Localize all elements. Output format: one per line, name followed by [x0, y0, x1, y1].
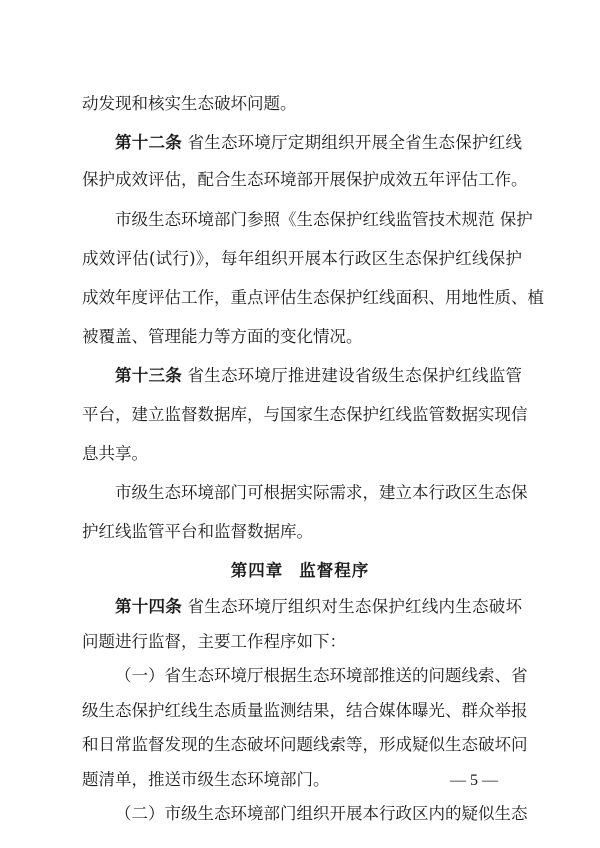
paragraph-line: 问题进行监督，主要工作程序如下： — [82, 631, 346, 651]
article-number: 第十三条 — [115, 366, 182, 385]
chapter-title: 监督程序 — [299, 561, 370, 580]
paragraph-line: 被覆盖、管理能力等方面的变化情况。 — [82, 327, 363, 346]
paragraph-text: 省生态环境厅组织对生态保护红线内生态破坏 — [187, 597, 523, 616]
paragraph-text: 省生态环境厅定期组织开展全省生态保护红线 — [187, 133, 523, 152]
paragraph-line: （二）市级生态环境部门组织开展本行政区内的疑似生态 — [115, 804, 528, 823]
article-number: 第十二条 — [115, 133, 182, 152]
paragraph-line — [115, 366, 522, 386]
paragraph-text: 省生态环境厅推进建设省级生态保护红线监管 — [187, 366, 523, 385]
paragraph-line: 成效年度评估工作，重点评估生态保护红线面积、用地性质、植 — [82, 288, 544, 307]
paragraph-line: 市级生态环境部门可根据实际需求，建立本行政区生态保 — [115, 483, 528, 502]
paragraph-line: 题清单，推送市级生态环境部门。 — [82, 769, 330, 789]
paragraph-line — [115, 133, 522, 153]
paragraph-line: 护红线监管平台和监督数据库。 — [82, 522, 313, 541]
paragraph-line: 和日常监督发现的生态破坏问题线索等，形成疑似生态破坏问 — [82, 735, 528, 754]
paragraph-line: 平台，建立监督数据库，与国家生态保护红线监管数据实现信 — [82, 405, 528, 424]
paragraph-line — [115, 597, 522, 617]
chapter-number: 第四章 — [230, 561, 284, 580]
paragraph-line: 保护成效评估，配合生态环境部开展保护成效五年评估工作。 — [82, 170, 528, 189]
paragraph-line: 成效评估(试行)》，每年组织开展本行政区生态保护红线保护 — [82, 249, 522, 268]
paragraph-line: 息共享。 — [82, 444, 148, 463]
page-number: — 5 — — [450, 772, 498, 789]
paragraph-line: 级生态保护红线生态质量监测结果，结合媒体曝光、群众举报 — [82, 700, 528, 720]
paragraph-line: 市级生态环境部门参照《生态保护红线监管技术规范 保护 — [115, 210, 533, 229]
paragraph-line: 动发现和核实生态破坏问题。 — [82, 94, 297, 113]
chapter-heading — [0, 561, 600, 581]
article-number: 第十四条 — [115, 597, 182, 616]
paragraph-line: （一）省生态环境厅根据生态环境部推送的问题线索、省 — [115, 666, 528, 685]
